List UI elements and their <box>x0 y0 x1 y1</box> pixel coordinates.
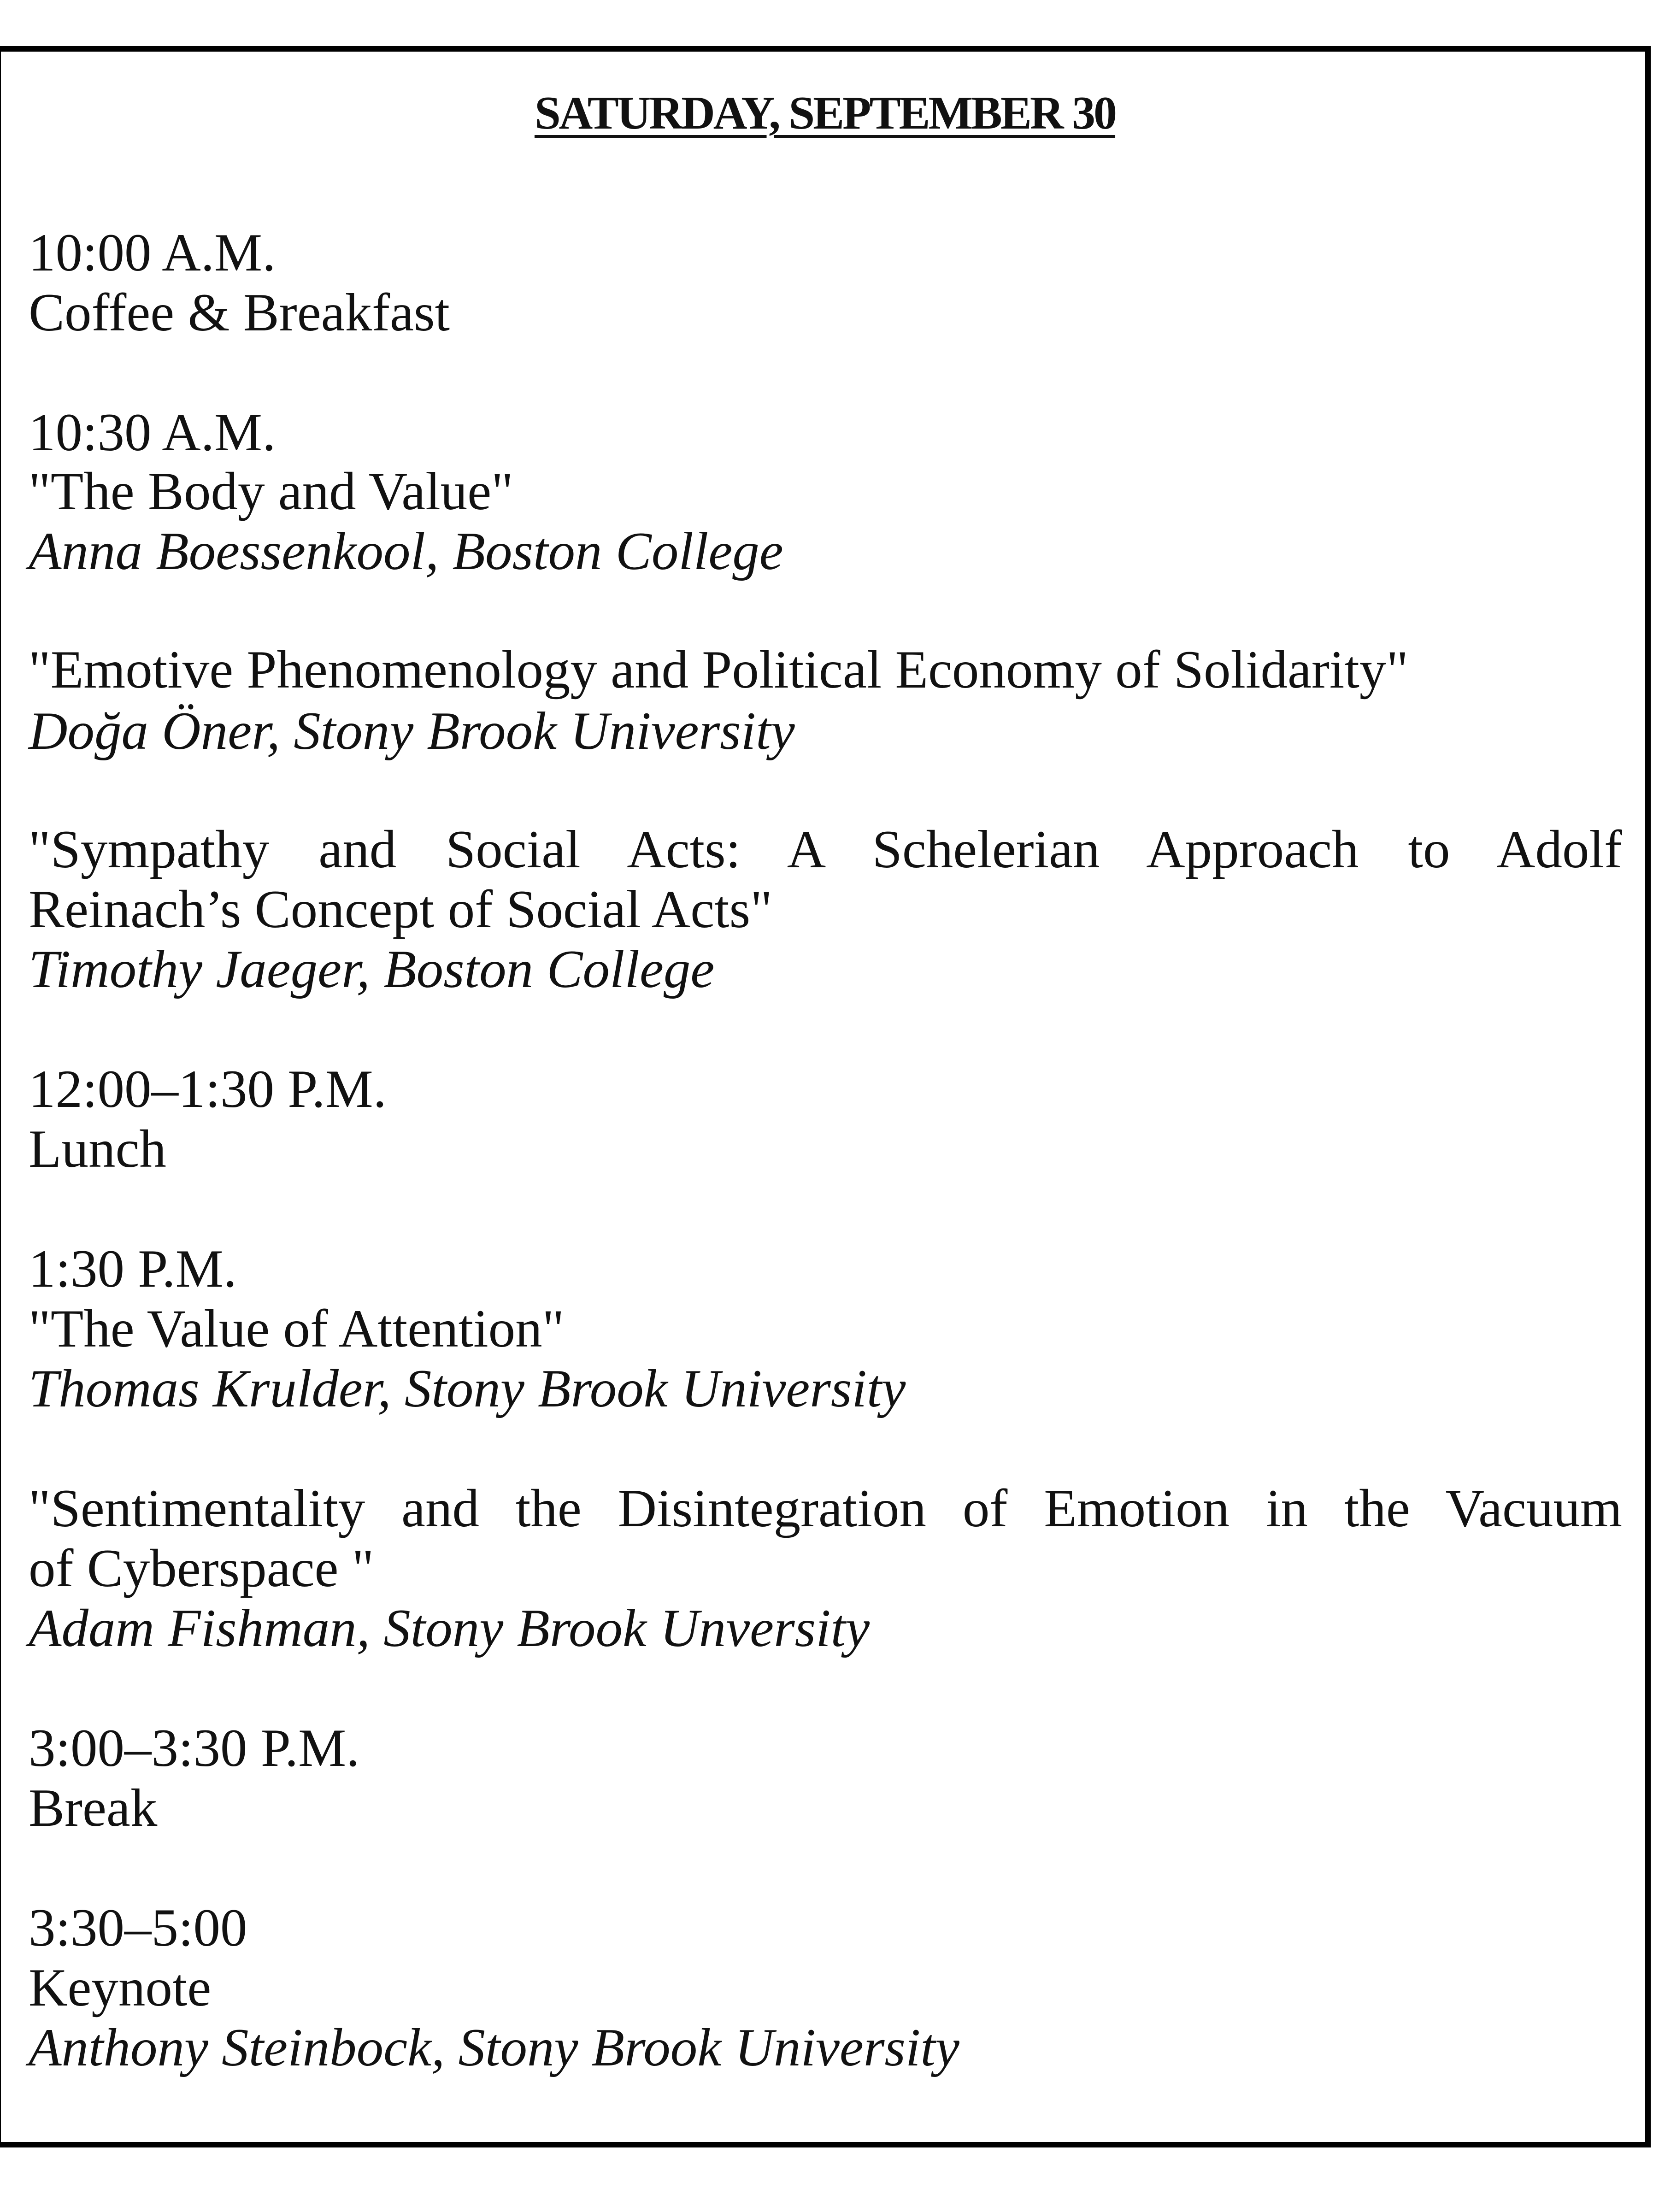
talk-1-title: "The Body and Value" <box>29 462 513 521</box>
morning-session-time: 10:30 A.M. <box>29 403 276 462</box>
talk-5-title-line-2: of Cyberspace " <box>29 1539 374 1598</box>
breakfast-time: 10:00 A.M. <box>29 223 276 282</box>
keynote-speaker: Anthony Steinbock, Stony Brook University <box>29 2018 959 2077</box>
keynote-time: 3:30–5:00 <box>29 1898 247 1958</box>
page-title: SATURDAY, SEPTEMBER 30 <box>534 87 1116 139</box>
talk-5-title-line-1: "Sentimentality and the Disintegration of Emotion in the Vacuum <box>29 1479 1622 1538</box>
talk-3-title-line-2: Reinach’s Concept of Social Acts" <box>29 880 772 939</box>
lunch-time: 12:00–1:30 P.M. <box>29 1059 387 1119</box>
talk-5-speaker: Adam Fishman, Stony Brook Unversity <box>29 1599 870 1658</box>
talk-3-title-line-1: "Sympathy and Social Acts: A Schelerian Approach to Adolf <box>29 820 1622 879</box>
talk-2-title: "Emotive Phenomenology and Political Economy of Solidarity" <box>29 640 1409 700</box>
breakfast-title: Coffee & Breakfast <box>29 283 450 342</box>
break-time: 3:00–3:30 P.M. <box>29 1718 360 1778</box>
keynote-title: Keynote <box>29 1958 212 2018</box>
talk-1-speaker: Anna Boessenkool, Boston College <box>29 522 783 581</box>
talk-2-speaker: Doğa Öner, Stony Brook University <box>29 701 795 761</box>
talk-4-speaker: Thomas Krulder, Stony Brook University <box>29 1359 906 1418</box>
break-title: Break <box>29 1778 158 1838</box>
lunch-title: Lunch <box>29 1119 166 1179</box>
afternoon-session-time: 1:30 P.M. <box>29 1239 237 1299</box>
talk-3-speaker: Timothy Jaeger, Boston College <box>29 940 715 999</box>
talk-4-title: "The Value of Attention" <box>29 1299 565 1359</box>
